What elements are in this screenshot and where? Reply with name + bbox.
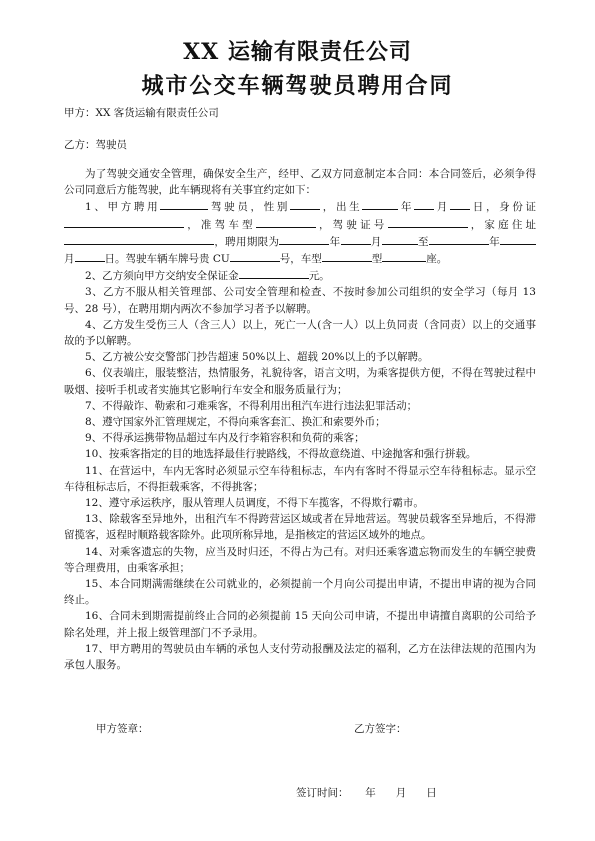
clause-17: 17、甲方聘用的驾驶员由车辆的承包人支付劳动报酬及法定的福利，乙方在法律法规的范围内为承包人服务。 <box>64 642 536 672</box>
blank-term-start-year[interactable] <box>279 233 329 245</box>
clause-4: 4、乙方发生受伤三人（含三人）以上，死亡一人(含一人）以上负同责（含同责）以上的交通事故的予以解聘。 <box>64 318 536 348</box>
blank-deposit-amount[interactable] <box>239 267 309 279</box>
blank-vehicle-class[interactable] <box>256 216 316 228</box>
company-title: XX 运输有限责任公司 <box>183 39 412 65</box>
party-b-signature-label: 乙方签字： <box>354 723 407 735</box>
contract-title: 城市公交车辆驾驶员聘用合同 <box>141 73 454 99</box>
party-a-signature-label: 甲方签章： <box>96 723 149 735</box>
clause-3: 3、乙方不服从相关管理部、公司安全管理和检查、不按时参加公司组织的安全学习（每月 13 号、28 号），在聘用期内两次不参加学习者予以解聘。 <box>64 286 536 315</box>
clause-12: 12、遵守承运秩序，服从管理人员调度，不得下车揽客，不得欺行霸市。 <box>85 497 424 510</box>
blank-driver-name[interactable] <box>160 198 208 210</box>
blank-birth-month[interactable] <box>414 198 434 210</box>
blank-id-number[interactable] <box>64 216 184 228</box>
clause-10: 10、按乘客指定的目的地选择最佳行驶路线，不得故意绕道、中途抛客和强行拼载。 <box>85 448 477 461</box>
clause-6: 6、仪表端庄，服装整洁，热情服务，礼貌待客，语言文明，为乘客提供方便，不得在驾驶过程中吸烟、接听手机或者实施其它影响行车安全和服务质量行为； <box>64 367 536 396</box>
blank-birth-day[interactable] <box>450 198 470 210</box>
contract-body <box>64 166 536 673</box>
blank-plate-number[interactable] <box>230 250 280 262</box>
blank-term-end-month[interactable] <box>500 233 536 245</box>
clause-15: 15、本合同期满需继续在公司就业的，必须提前一个月向公司提出申请，不提出申请的视为合同终止。 <box>64 578 536 607</box>
clause-14: 14、对乘客遗忘的失物，应当及时归还，不得占为己有。对归还乘客遗忘物而发生的车辆空驶费等合理费用，由乘客承担； <box>64 545 536 574</box>
clause-16: 16、合同未到期需提前终止合同的必须提前 15 天向公司申请，不提出申请擅自离职的公司给予除名处理，并上报上级管理部门不予录用。 <box>64 610 536 639</box>
clause-9: 9、不得承运携带物品超过车内及行李箱容积和负荷的乘客； <box>85 432 365 445</box>
clause-8: 8、遵守国家外汇管理规定，不得向乘客套汇、换汇和索要外币； <box>85 416 386 429</box>
blank-term-start-day[interactable] <box>382 233 418 245</box>
party-a: 甲方：XX 客货运输有限责任公司 <box>64 107 219 119</box>
clause-1: 1、甲方聘用 驾驶员，性别 ，出生 年 月 日，身份证，准驾车型 ，驾驶证号 ，家庭住址，聘用期限为 年 月 至 年月 日。驾驶车辆车牌号贵 CU 号，车型 型 座。 <box>64 198 536 267</box>
party-b: 乙方：驾驶员 <box>64 139 127 151</box>
blank-seat-count[interactable] <box>382 250 426 262</box>
clause-11: 11、在营运中，车内无客时必须显示空车待租标志，车内有客时不得显示空车待租标志。显示空车待租标志后，不得拒载乘客，不得挑客； <box>64 464 536 493</box>
blank-term-end-year[interactable] <box>429 233 489 245</box>
blank-home-address[interactable] <box>64 233 214 245</box>
blank-term-start-month[interactable] <box>341 233 371 245</box>
clause-2: 2、乙方须向甲方交纳安全保证金 元。 <box>64 267 536 284</box>
blank-term-end-day[interactable] <box>75 250 105 262</box>
blank-vehicle-model[interactable] <box>322 250 372 262</box>
clause-5: 5、乙方被公安交警部门抄告超速 50%以上、超载 20%以上的予以解聘。 <box>85 351 429 364</box>
blank-birth-year[interactable] <box>362 198 398 210</box>
signing-date: 签订时间： 年 月 日 <box>296 787 437 799</box>
clause-7: 7、不得敲诈、勒索和刁难乘客，不得利用出租汽车进行违法犯罪活动； <box>85 399 418 412</box>
intro-paragraph: 为了驾驶交通安全管理，确保安全生产，经甲、乙双方同意制定本合同：本合同签后，必须争得公司同意后方能驾驶，此车辆现将有关事宜约定如下： <box>64 168 536 197</box>
blank-license-number[interactable] <box>388 216 468 228</box>
blank-gender[interactable] <box>290 198 320 210</box>
clause-13: 13、除载客至异地外，出租汽车不得跨营运区域或者在异地营运。驾驶员载客至异地后，不得滞留揽客，返程时顺路载客除外。此项所称异地，是指核定的营运区域外的地点。 <box>64 513 536 542</box>
